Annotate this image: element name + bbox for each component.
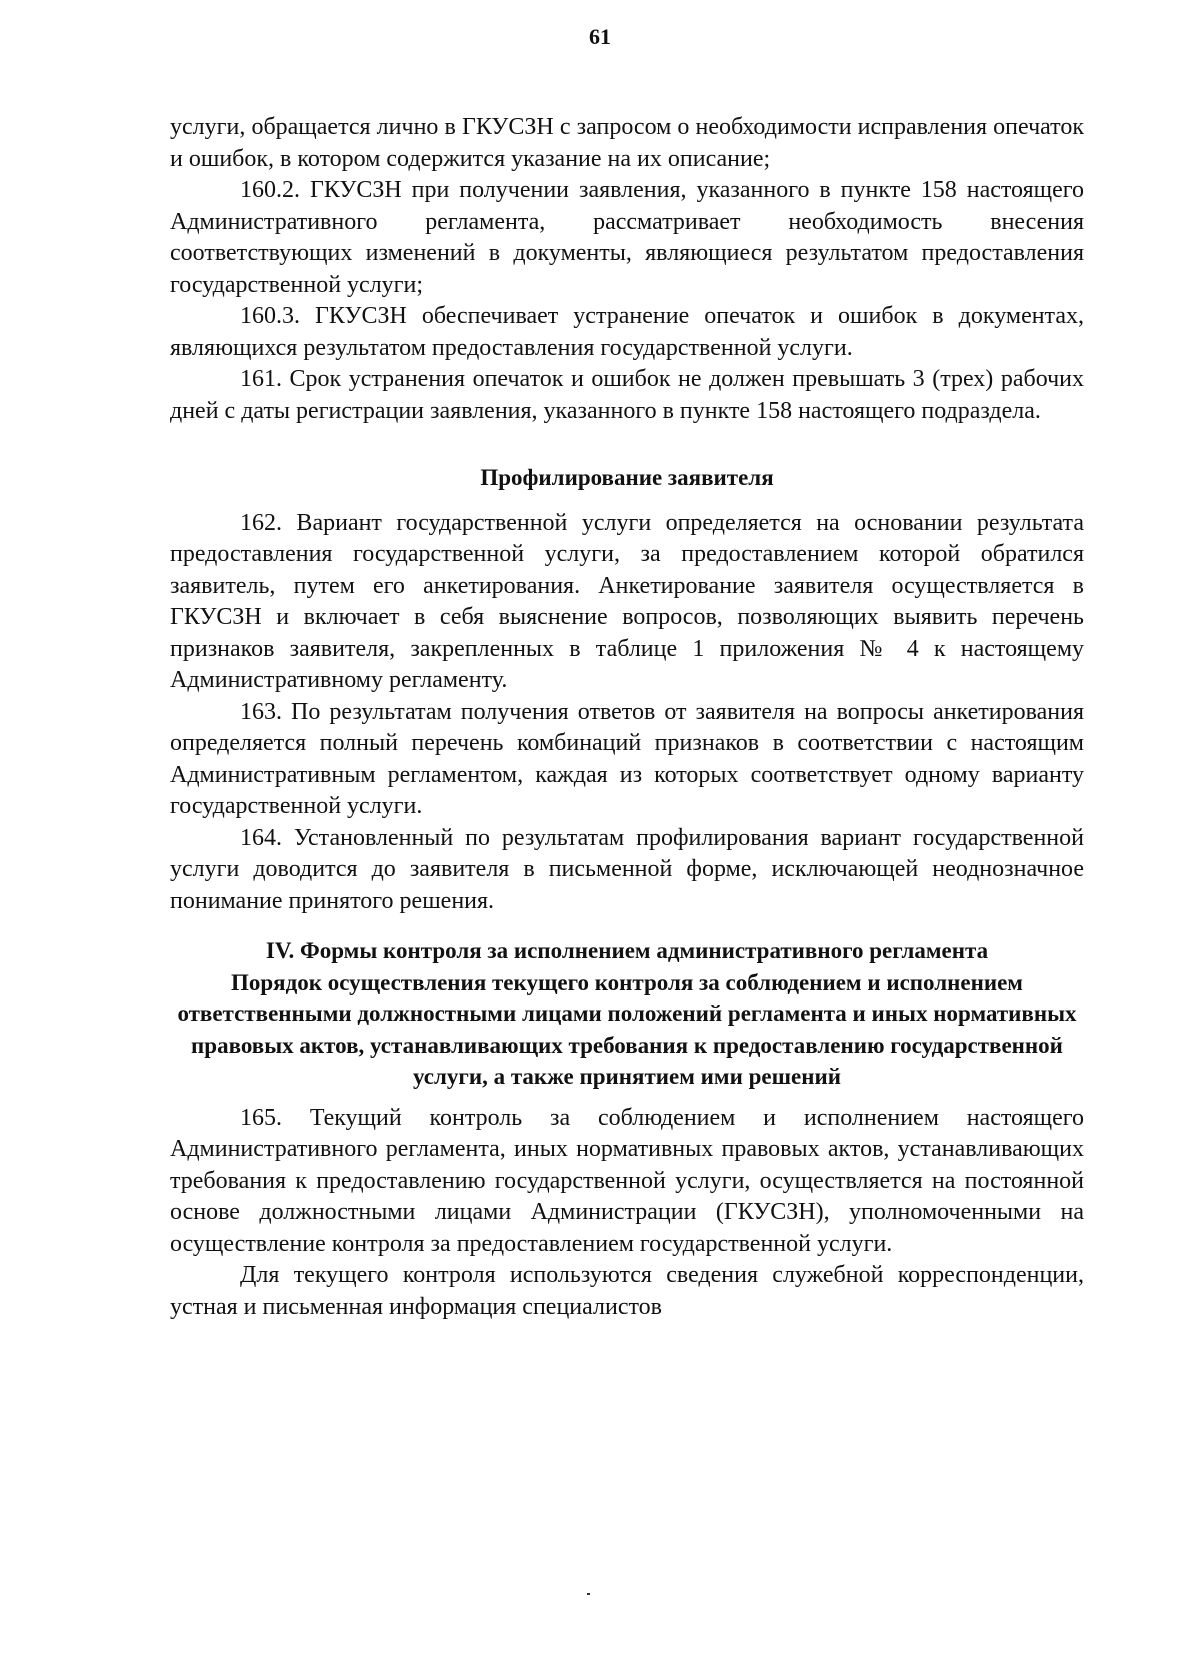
subsection-heading-current-control: Порядок осуществления текущего контроля за соблюдением и исполнением ответственными должностными лицами положений регламента и иных нормативных правовых актов, устанавливающих требования к предоставлению государственной услуги, а также принятием ими решений xyxy=(177,969,1077,1089)
paragraph-control-sources: Для текущего контроля используются сведения служебной корреспонденции, устная и письменная информация специалистов xyxy=(170,1262,1084,1320)
paragraph-160-3: 160.3. ГКУСЗН обеспечивает устранение опечаток и ошибок в документах, являющихся результатом предоставления государственной услуги. xyxy=(170,303,1084,361)
paragraph-163: 163. По результатам получения ответов от заявителя на вопросы анкетирования определяется полный перечень комбинаций признаков в соответствии с настоящим Административным регламентом, каждая из которых соответствует одному варианту государственной услуги. xyxy=(170,698,1084,819)
document-body xyxy=(170,112,1084,1323)
paragraph-165: 165. Текущий контроль за соблюдением и исполнением настоящего Административного регламента, иных нормативных правовых актов, устанавливающих требования к предоставлению государственной услуги, осуществляется на постоянной основе должностными лицами Администрации (ГКУСЗН), уполномоченными на осуществление контроля за предоставлением государственной услуги. xyxy=(170,1104,1084,1257)
scan-speck xyxy=(587,1593,590,1595)
paragraph-162: 162. Вариант государственной услуги определяется на основании результата предоставления государственной услуги, за предоставлением которой обратился заявитель, путем его анкетирования. Анкетирование заявителя осуществляется в ГКУСЗН и включает в себя выяснение вопросов, позволяющих выявить перечень признаков заявителя, закрепленных в таблице 1 приложения № 4 к настоящему Административному регламенту. xyxy=(170,509,1084,693)
paragraph-160-2: 160.2. ГКУСЗН при получении заявления, указанного в пункте 158 настоящего Административного регламента, рассматривает необходимость внесения соответствующих изменений в документы, являющиеся результатом предоставления государственной услуги; xyxy=(170,177,1084,298)
paragraph-161: 161. Срок устранения опечаток и ошибок не должен превышать 3 (трех) рабочих дней с даты регистрации заявления, указанного в пункте 158 настоящего подраздела. xyxy=(170,366,1084,424)
section-heading-profiling: Профилирование заявителя xyxy=(480,465,774,490)
paragraph-continuation: услуги, обращается лично в ГКУСЗН с запросом о необходимости исправления опечаток и ошибок, в котором содержится указание на их описание; xyxy=(170,114,1084,172)
page-number: 61 xyxy=(589,24,611,49)
paragraph-164: 164. Установленный по результатам профилирования вариант государственной услуги доводится до заявителя в письменной форме, исключающей неоднозначное понимание принятого решения. xyxy=(170,824,1084,914)
section-heading-iv: IV. Формы контроля за исполнением административного регламента xyxy=(265,938,989,963)
